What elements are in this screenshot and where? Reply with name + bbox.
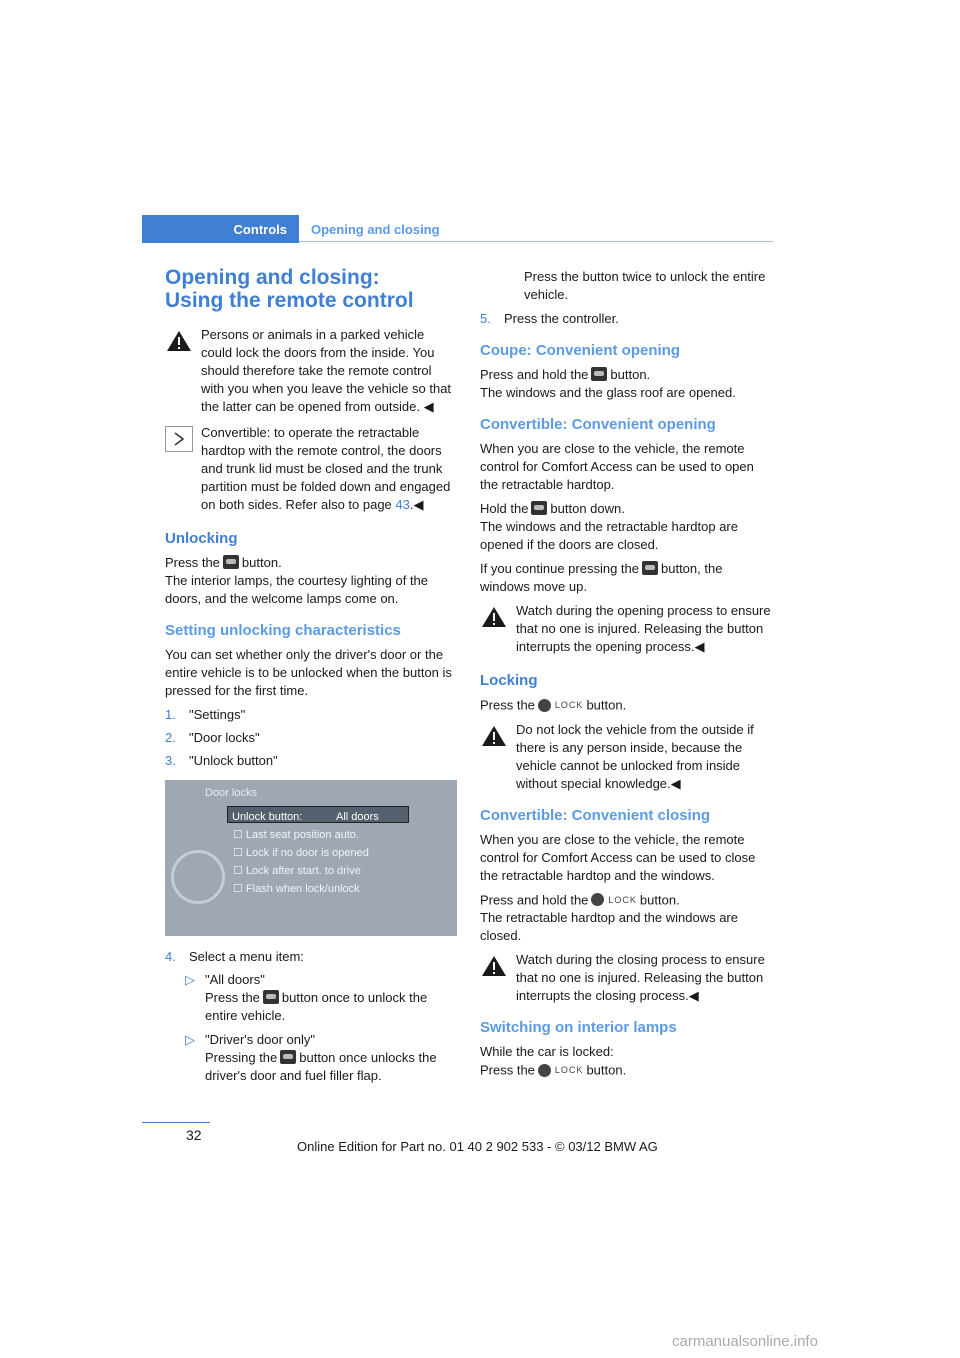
warning-icon [165, 328, 193, 354]
warning-text: Do not lock the vehicle from the outside if there is any person inside, because the vehicle cannot be unlocked from inside without special knowledge. [516, 721, 754, 791]
warning-icon [480, 604, 508, 630]
footer-rule [142, 1122, 210, 1123]
header-rule [299, 241, 773, 242]
setting-text: You can set whether only the driver's door or the entire vehicle is to be unlocked when the button is pressed for the first time. [165, 647, 452, 698]
list-item: 5. Press the controller. [480, 311, 619, 326]
unlock-button-icon [263, 990, 279, 1004]
page-title: Opening and closing: Using the remote control [165, 266, 414, 312]
menu-item: ☐ Lock if no door is opened [233, 844, 369, 862]
screen-title: Door locks [205, 787, 257, 799]
page-number: 32 [186, 1127, 202, 1143]
unlock-button-icon [223, 555, 239, 569]
warning-text: Watch during the opening process to ensure that no one is injured. Releasing the button interrupts the opening process. [516, 603, 771, 654]
lock-button-icon: LOCK [538, 1061, 584, 1079]
warning-note: Watch during the closing process to ensure that no one is injured. Releasing the button interrupts the closing process.◀ [480, 951, 772, 1005]
warning-icon [480, 953, 508, 979]
heading-convertible-opening: Convertible: Convenient opening [480, 416, 716, 433]
warning-text: Persons or animals in a parked vehicle could lock the doors from the inside. You should therefore take the remote control with you when you leave the vehicle so that the latter can be opened from outside. [201, 327, 452, 414]
info-note: Convertible: to operate the retractable hardtop with the remote control, the doors and trunk lid must be closed and the trunk partition must be folded down and engaged on both sides. Refer also to page 43.◀ [165, 424, 457, 514]
heading-coupe: Coupe: Convenient opening [480, 342, 680, 359]
warning-text: Watch during the closing process to ensure that no one is injured. Releasing the button interrupts the closing process. [516, 952, 765, 1003]
continue-text: If you continue pressing the button, the windows move up. [480, 561, 723, 594]
heading-convertible-closing: Convertible: Convenient closing [480, 806, 711, 824]
convertible-opening-text: When you are close to the vehicle, the remote control for Comfort Access can be used to open the retractable hardtop. [480, 441, 754, 492]
close-text: Press and hold the LOCK button. The retractable hardtop and the windows are closed. [480, 892, 738, 943]
edition-text: Online Edition for Part no. 01 40 2 902 533 - © 03/12 BMW AG [297, 1139, 658, 1154]
hold-text: Hold the button down. The windows and the retractable hardtop are opened if the doors are closed. [480, 501, 738, 552]
unlock-button-icon [591, 367, 607, 381]
watermark: carmanualsonline.info [672, 1333, 818, 1350]
list-item: 2. "Door locks" [165, 730, 260, 745]
locking-text: Press the LOCK button. [480, 697, 627, 713]
arrow-note-icon [165, 426, 193, 452]
header-section: Opening and closing [311, 222, 440, 237]
coupe-text: Press and hold the button. The windows and the glass roof are opened. [480, 367, 736, 400]
list-item: 1. "Settings" [165, 707, 246, 722]
warning-note: Do not lock the vehicle from the outside if there is any person inside, because the vehicle cannot be unlocked from inside without special knowledge.◀ [480, 721, 772, 793]
option-drivers-door: ▷ "Driver's door only" Pressing the button once unlocks the driver's door and fuel filler flap. [185, 1032, 437, 1083]
menu-item: ☐ Lock after start. to drive [233, 862, 361, 880]
list-item: 3. "Unlock button" [165, 753, 278, 768]
menu-item: ☐ Last seat position auto. [233, 826, 359, 844]
continued-text: Press the button twice to unlock the entire vehicle. [524, 269, 766, 302]
heading-unlocking: Unlocking [165, 530, 238, 547]
header-tab-label: Controls [233, 222, 287, 237]
controller-icon [171, 850, 225, 904]
convertible-closing-text: When you are close to the vehicle, the remote control for Comfort Access can be used to close the retractable hardtop and the windows. [480, 831, 756, 883]
lamps-text: While the car is locked: Press the LOCK button. [480, 1044, 627, 1078]
lock-button-icon: LOCK [538, 696, 584, 714]
end-mark: ◀ [419, 399, 434, 414]
unlock-button-row: Unlock button: All doors [227, 806, 409, 823]
heading-locking: Locking [480, 672, 538, 689]
door-locks-screenshot [165, 780, 457, 936]
note-text: Convertible: to operate the retractable hardtop with the remote control, the doors and trunk lid must be closed and the trunk partition must be folded down and engaged on both sides. Refer also to page [201, 425, 451, 512]
unlocking-instruction: Press the button. The interior lamps, the courtesy lighting of the doors, and the welcome lamps come on. [165, 555, 429, 606]
unlock-button-icon [642, 561, 658, 575]
menu-item: ☐ Flash when lock/unlock [233, 880, 360, 898]
heading-setting: Setting unlocking characteristics [165, 622, 401, 639]
warning-note [165, 326, 457, 416]
lock-button-icon: LOCK [591, 891, 637, 909]
right-column [480, 268, 772, 1086]
list-item: 4. Select a menu item: [165, 949, 304, 964]
left-column [165, 262, 457, 1091]
heading-interior-lamps: Switching on interior lamps [480, 1019, 677, 1036]
option-all-doors: ▷ "All doors" Press the button once to unlock the entire vehicle. [185, 972, 428, 1023]
page-link[interactable]: 43 [395, 497, 410, 512]
unlock-button-icon [280, 1050, 296, 1064]
unlock-button-icon [531, 501, 547, 515]
warning-icon [480, 723, 508, 749]
warning-note: Watch during the opening process to ensure that no one is injured. Releasing the button interrupts the opening process.◀ [480, 602, 772, 656]
header-tab [142, 215, 299, 243]
